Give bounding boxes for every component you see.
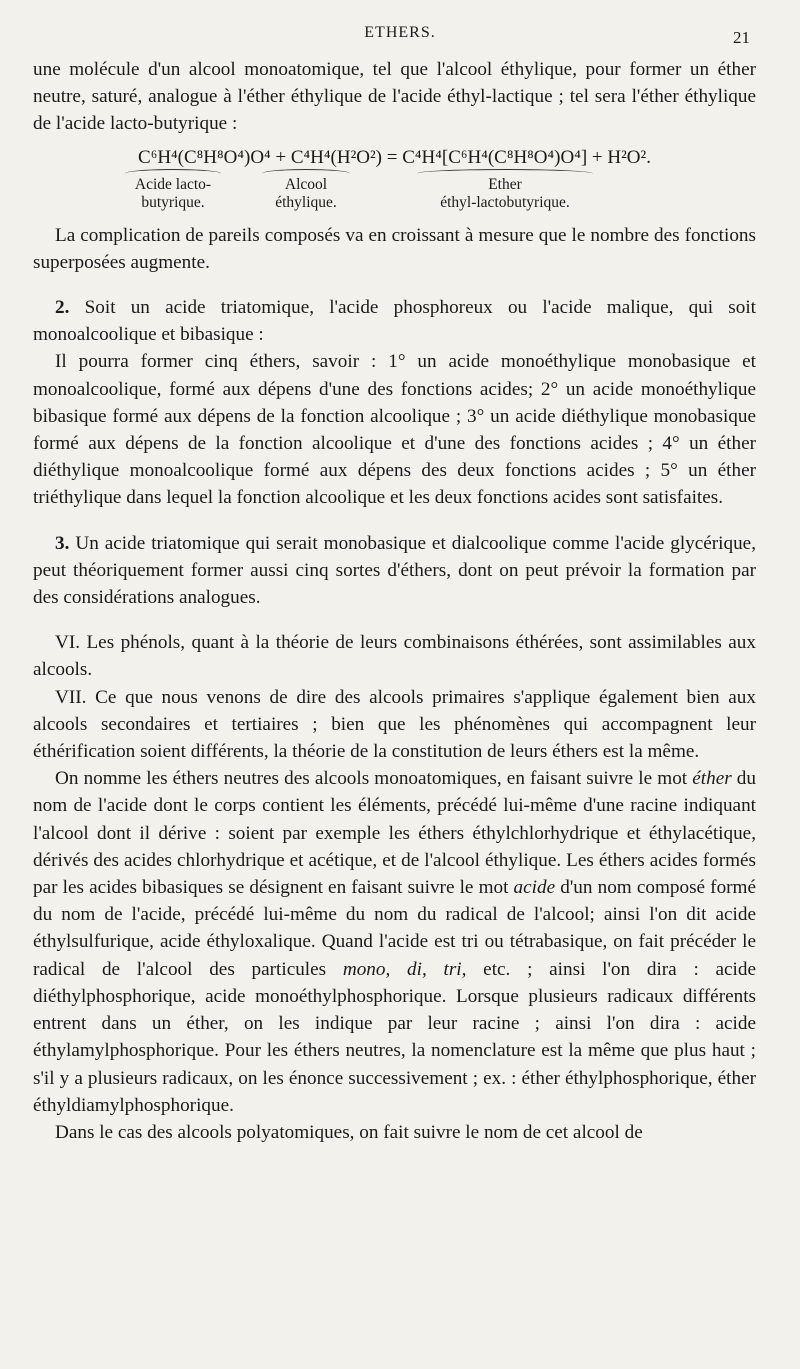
- italic-term: acide: [513, 877, 556, 899]
- paragraph-five-ethers: Il pourra former cinq éthers, savoir : 1° un acide monoéthylique monobasique et monoalcoolique, formé aux dépens d'une des fonctions acides; 2° un acide monoéthylique bibasique formé aux dépens de la fonction alcoolique ; 3° un acide diéthylique monobasique formé aux dépens de la fonction alcoolique et d'une des fonctions acides ; 4° un éther diéthylique monoalcoolique formé aux dépens des deux fonctions acides ; 5° un éther triéthylique dans lequel la fonction alcoolique et les deux fonctions acides sont satisfaites.: [33, 351, 756, 509]
- paragraph-nomenclature: [33, 765, 756, 1119]
- section-2: [33, 294, 756, 348]
- paragraph-vii: VII. Ce que nous venons de dire des alcools primaires s'applique également bien aux alcools secondaires et tertiaires ; bien que les phénomènes qui accompagnent leur éthérification soient différents, la théorie de la constitution de leurs éthers est la même.: [33, 686, 756, 763]
- paragraph-complication: La complication de pareils composés va en croissant à mesure que le nombre des fonctions superposées augmente.: [33, 224, 756, 273]
- label-alcool: Alcool éthylique.: [251, 176, 361, 212]
- section-3: [33, 530, 756, 612]
- section-text: Soit un acide triatomique, l'acide phosphoreux ou l'acide malique, qui soit monoalcoolique et bibasique :: [33, 297, 757, 346]
- text-run: d'un nom composé formé du nom de l'acide, précédé lui-même du nom du radical de l'alcool; ainsi l'on dit acide éthylsulfurique, acide éthyloxalique. Quand l'acide est tri ou tétrabasique, on fait précéder le radical de l'alcool des particules: [33, 877, 756, 980]
- page-number: 21: [733, 28, 750, 47]
- text-run: du nom de l'acide dont le corps contient les éléments, précédé lui-même d'une racine indiquant l'alcool dont il dérive : soient par exemple les éthers éthylchlorhydrique et éthylacétique, dérivés des acides chlorhydrique et acétique, et de l'alcool éthylique. Les éthers acides formés par les acides bibasiques se désignent en faisant suivre le mot: [33, 768, 756, 899]
- section-number: 2.: [55, 297, 70, 319]
- paragraph-intro: une molécule d'un alcool monoatomique, tel que l'alcool éthylique, pour former un éther neutre, saturé, analogue à l'éther éthylique de l'acide éthyl-lactique ; tel sera l'éther éthylique de l'acide lacto-butyrique :: [33, 59, 756, 135]
- italic-term: éther: [692, 768, 732, 790]
- section-number: 3.: [55, 532, 70, 554]
- italic-term: mono, di, tri,: [342, 958, 467, 980]
- text-run: On nomme les éthers neutres des alcools monoatomiques, en faisant suivre le mot: [55, 768, 693, 790]
- equation-labels: [33, 176, 756, 222]
- label-acid: Acide lacto- butyrique.: [113, 176, 233, 212]
- text-run: etc. ; ainsi l'on dira : acide diéthylphosphorique, acide monoéthylphosphorique. Lorsque plusieurs radicaux différents entrent dans un éther, on les indique par leur racine ; ainsi l'on dira : acide éthylamylphosphorique. Pour les éthers neutres, la nomenclature est la même que plus haut ; s'il y a plusieurs radicaux, on les énonce successivement ; ex. : éther éthylphosphorique, éther éthyldiamylphosphorique.: [33, 958, 756, 1116]
- label-ether: Ether éthyl-lactobutyrique.: [395, 176, 615, 212]
- section-text: Un acide triatomique qui serait monobasique et dialcoolique comme l'acide glycérique, peut théoriquement former aussi cinq sortes d'éthers, dont on peut prévoir la formation par des considérations analogues.: [33, 532, 756, 609]
- chemical-equation: C⁶H⁴(C⁸H⁸O⁴)O⁴ + C⁴H⁴(H²O²) = C⁴H⁴[C⁶H⁴(C⁸H⁸O⁴)O⁴] + H²O².: [138, 146, 651, 168]
- running-header: [0, 18, 800, 58]
- paragraph-vi: VI. Les phénols, quant à la théorie de leurs combinaisons éthérées, sont assimilables aux alcools.: [33, 632, 756, 681]
- paragraph-polyatomic: Dans le cas des alcools polyatomiques, on fait suivre le nom de cet alcool de: [55, 1121, 643, 1143]
- running-title: ETHERS.: [364, 24, 436, 41]
- page-body: [33, 56, 756, 1146]
